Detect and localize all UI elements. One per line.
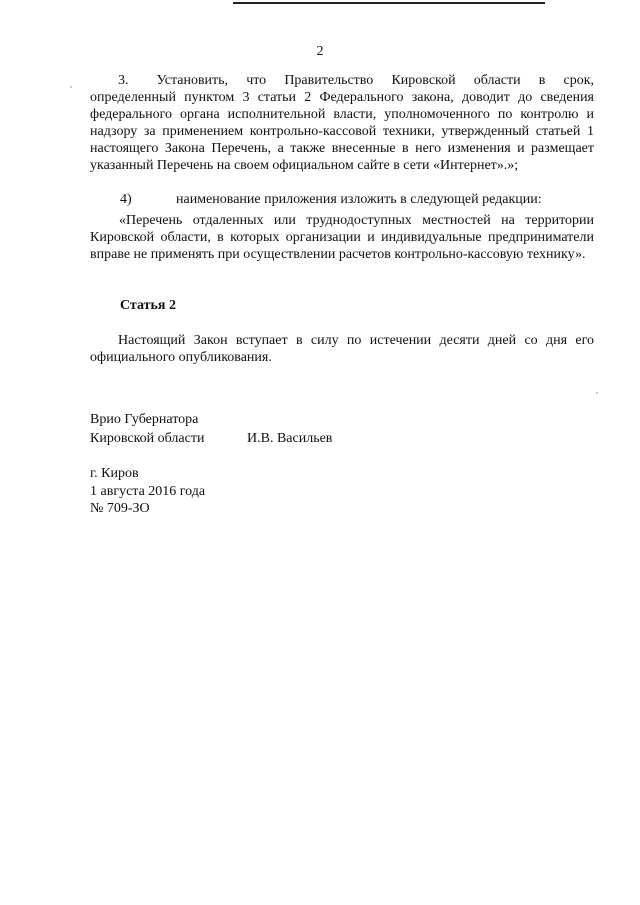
quoted-title: «Перечень отдаленных или труднодоступных местностей на территории Кировской области, в которых организации и индивидуальные предприниматели вправе не применять при осуществлении расчетов контрольно-кассовую технику».	[90, 213, 594, 263]
signing-date: 1 августа 2016 года	[90, 484, 206, 499]
paragraph-item-3	[90, 72, 594, 175]
item-4-text: наименование приложения изложить в следующей редакции:	[176, 192, 542, 207]
article-2-paragraph	[90, 332, 594, 366]
paragraph-item-4	[90, 191, 594, 208]
law-number: № 709-ЗО	[90, 501, 150, 516]
signatory-title-line-2: Кировской области	[90, 431, 205, 446]
page-number: 2	[316, 44, 324, 59]
paragraph-item-3-text: 3. Установить, что Правительство Кировской области в срок, определенный пунктом 3 статьи 2 Федерального закона, доводит до сведения федерального органа исполнительной власти, уполномоченного по контролю и надзору за применением контрольно-кассовой техники, утвержденный статьей 1 настоящего Закона Перечень, а также внесенные в него изменения и размещает указанный Перечень на своем официальном сайте в сети «Интернет».»;	[90, 73, 594, 174]
scan-speck	[70, 86, 72, 88]
quoted-title-paragraph	[90, 212, 594, 263]
signatory-title-line-1: Врио Губернатора	[90, 412, 199, 427]
top-rule	[233, 2, 545, 4]
article-heading: Статья 2	[120, 298, 176, 313]
place-of-signing: г. Киров	[90, 466, 139, 481]
article-2-text: Настоящий Закон вступает в силу по истечении десяти дней со дня его официального опубликования.	[90, 333, 594, 366]
signatory-name: И.В. Васильев	[247, 431, 333, 446]
scan-speck	[596, 392, 598, 394]
item-4-number: 4)	[120, 192, 132, 207]
